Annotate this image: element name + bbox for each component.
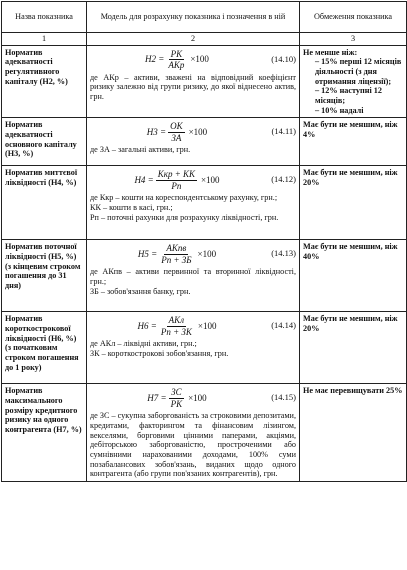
limit-line: Не менше ніж: [303, 47, 358, 57]
model-cell [87, 45, 300, 118]
model-cell [87, 240, 300, 312]
formula-denominator: Рп [171, 180, 182, 191]
formula-multiplier: ×100 [188, 393, 207, 404]
formula [90, 315, 266, 337]
formula-lhs: Н6 = [137, 321, 157, 332]
formula-multiplier: ×100 [200, 175, 220, 186]
indicator-name: Норматив короткострокової ліквідності (Н6, %) (з початковим строком погашення до 1 року) [2, 312, 87, 384]
equation-number: (14.14) [271, 320, 296, 331]
formula-block [90, 169, 296, 191]
formula-fraction [159, 243, 193, 265]
formula-denominator: АКр [168, 60, 185, 71]
limit-cell [300, 384, 407, 482]
formula-explanation [90, 411, 296, 479]
limit-line: – 10% надалі [315, 105, 364, 115]
indicator-name: Норматив поточної ліквідності (Н5, %) (з кінцевим строком погашення до 31 дня) [2, 240, 87, 312]
formula-numerator: АКпв [166, 243, 187, 254]
table-row [2, 166, 407, 240]
formula-explanation [90, 339, 296, 358]
formula-denominator: РК [170, 398, 183, 409]
formula-explanation [90, 145, 296, 155]
formula-block [90, 315, 296, 337]
table-row [2, 312, 407, 384]
explanation-line: де Ккр – кошти на кореспондентському рахунку, грн.; [90, 193, 278, 203]
explanation-line: де АКр – активи, зважені на відповідний коефіцієнт ризику залежно від групи ризику, до якої віднесено актив, грн. [90, 72, 296, 102]
explanation-line: де ЗА – загальні активи, грн. [90, 145, 191, 155]
formula-numerator: РК [170, 48, 183, 59]
formula-lhs: Н4 = [134, 175, 154, 186]
limit-line: Має бути не меншим, ніж 40% [303, 242, 398, 262]
equation-number: (14.12) [271, 174, 296, 185]
formula-multiplier: ×100 [190, 54, 209, 65]
table-row [2, 45, 407, 118]
formula-denominator: Рп + ЗБ [161, 254, 192, 265]
table-row [2, 240, 407, 312]
col-number-3: 3 [300, 33, 407, 46]
equation-number: (14.11) [271, 126, 296, 137]
formula [90, 387, 266, 409]
formula-multiplier: ×100 [197, 249, 217, 260]
limit-line: Має бути не меншим, ніж 4% [303, 120, 398, 140]
limit-cell [300, 166, 407, 240]
formula-explanation [90, 193, 296, 222]
formula [90, 169, 266, 191]
column-number-row [2, 33, 407, 46]
limit-line: Не має перевищувати 25% [303, 386, 403, 396]
formula [90, 243, 266, 265]
formula [90, 49, 266, 71]
explanation-line: де АКл – ліквідні активи, грн.; [90, 339, 197, 349]
formula [90, 121, 266, 143]
formula-denominator: Рп + ЗК [160, 326, 192, 337]
col-header-limit: Обмеження показника [300, 2, 407, 33]
explanation-line: де ЗС – сукупна заборгованість за строковими депозитами, кредитами, факторингом та фінансовим лізингом, векселями, борговими цінними паперами, акціями, дебіторською заборгованістю, простроченими або сумнівними нарахованими доходами, 100% суми позабалансових зобов'язань, виданих щодо одного контрагента (або групи пов'язаних контрагентів), грн. [90, 411, 296, 479]
formula-multiplier: ×100 [188, 127, 208, 138]
formula-block [90, 49, 296, 71]
formula-fraction [156, 169, 197, 191]
limit-cell [300, 240, 407, 312]
table-row [2, 384, 407, 482]
formula-denominator: ЗА [171, 132, 182, 143]
formula-multiplier: ×100 [197, 321, 217, 332]
formula-fraction [166, 49, 186, 71]
explanation-line: Рп – поточні рахунки для розрахунку ліквідності, грн. [90, 212, 279, 222]
col-number-1: 1 [2, 33, 87, 46]
formula-block [90, 121, 296, 143]
norms-table [1, 1, 407, 482]
col-header-model: Модель для розрахунку показника і позначення в ній [87, 2, 300, 33]
formula-numerator: ОК [170, 121, 183, 132]
limit-cell [300, 45, 407, 118]
equation-number: (14.15) [271, 392, 296, 403]
formula-numerator: ЗС [171, 387, 182, 398]
indicator-name: Норматив максимального розміру кредитного ризику на одного контрагента (Н7, %) [2, 384, 87, 482]
limit-line: Має бути не меншим, ніж 20% [303, 314, 398, 334]
model-cell [87, 118, 300, 166]
indicator-name: Норматив адекватності основного капіталу (Н3, %) [2, 118, 87, 166]
header-row [2, 2, 407, 33]
limit-line: – 12% наступні 12 місяців; [315, 86, 382, 106]
equation-number: (14.10) [271, 53, 296, 64]
indicator-name: Норматив адекватності регулятивного капіталу (Н2, %) [2, 45, 87, 118]
equation-number: (14.13) [271, 248, 296, 259]
explanation-line: КК – кошти в касі, грн.; [90, 203, 173, 213]
model-cell [87, 384, 300, 482]
formula-lhs: Н2 = [145, 54, 165, 65]
formula-numerator: Ккр + КК [157, 169, 195, 180]
indicator-name: Норматив миттєвої ліквідності (Н4, %) [2, 166, 87, 240]
model-cell [87, 312, 300, 384]
formula-lhs: Н3 = [146, 127, 167, 138]
explanation-line: ЗБ – зобов'язання банку, грн. [90, 286, 191, 296]
formula-fraction [168, 121, 184, 143]
formula-block [90, 387, 296, 409]
formula-numerator: АКл [168, 315, 185, 326]
formula-fraction [169, 387, 184, 409]
explanation-line: ЗК – короткострокові зобов'язання, грн. [90, 349, 229, 359]
limit-line: Має бути не меншим, ніж 20% [303, 168, 398, 188]
formula-block [90, 243, 296, 265]
formula-explanation [90, 73, 296, 102]
limit-cell [300, 312, 407, 384]
formula-explanation [90, 267, 296, 296]
table-row [2, 118, 407, 166]
col-number-2: 2 [87, 33, 300, 46]
limit-cell [300, 118, 407, 166]
limit-line: – 15% перші 12 місяців діяльності (з дня отримання ліцензії); [315, 57, 402, 86]
col-header-name: Назва показника [2, 2, 87, 33]
formula-lhs: Н7 = [147, 393, 167, 404]
model-cell [87, 166, 300, 240]
explanation-line: де АКпв – активи первинної та вторинної ліквідності, грн.; [90, 267, 296, 287]
formula-lhs: Н5 = [137, 249, 158, 260]
formula-fraction [159, 315, 194, 337]
